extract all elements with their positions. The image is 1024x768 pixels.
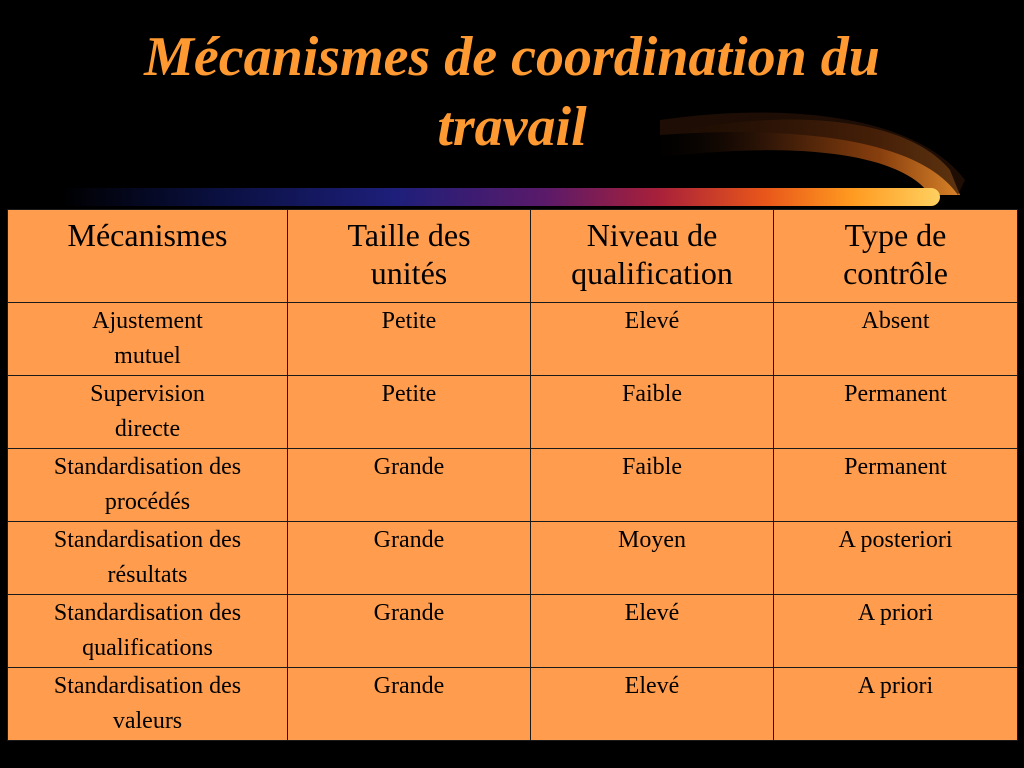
- table-row: [8, 303, 1018, 376]
- table-header-row: [8, 210, 1018, 303]
- cell-mecanisme: Supervision directe: [8, 376, 288, 449]
- cell-niveau: Faible: [531, 449, 774, 522]
- cell-niveau: Moyen: [531, 522, 774, 595]
- cell-mecanisme: Standardisation des qualifications: [8, 595, 288, 668]
- table-row: [8, 449, 1018, 522]
- cell-controle: A priori: [774, 595, 1018, 668]
- header-controle: Type de contrôle: [774, 210, 1018, 303]
- cell-mecanisme: Standardisation des procédés: [8, 449, 288, 522]
- coordination-table: [7, 209, 1018, 741]
- cell-niveau: Elevé: [531, 668, 774, 741]
- cell-controle: A posteriori: [774, 522, 1018, 595]
- header-niveau: Niveau de qualification: [531, 210, 774, 303]
- page-title: [0, 22, 1024, 162]
- table-row: [8, 595, 1018, 668]
- title-line-2: travail: [437, 96, 587, 158]
- cell-mecanisme: Ajustement mutuel: [8, 303, 288, 376]
- cell-controle: Permanent: [774, 376, 1018, 449]
- cell-mecanisme: Standardisation des résultats: [8, 522, 288, 595]
- header-mecanismes: Mécanismes: [8, 210, 288, 303]
- cell-taille: Grande: [288, 595, 531, 668]
- cell-taille: Grande: [288, 522, 531, 595]
- cell-controle: Absent: [774, 303, 1018, 376]
- cell-niveau: Elevé: [531, 595, 774, 668]
- coordination-table-wrapper: [7, 209, 1017, 741]
- table-row: [8, 522, 1018, 595]
- title-line-1: Mécanismes de coordination du: [144, 26, 880, 88]
- header-taille: Taille des unités: [288, 210, 531, 303]
- cell-taille: Petite: [288, 376, 531, 449]
- cell-controle: Permanent: [774, 449, 1018, 522]
- table-row: [8, 668, 1018, 741]
- cell-mecanisme: Standardisation des valeurs: [8, 668, 288, 741]
- cell-taille: Grande: [288, 449, 531, 522]
- cell-taille: Grande: [288, 668, 531, 741]
- cell-controle: A priori: [774, 668, 1018, 741]
- table-row: [8, 376, 1018, 449]
- cell-niveau: Elevé: [531, 303, 774, 376]
- cell-taille: Petite: [288, 303, 531, 376]
- cell-niveau: Faible: [531, 376, 774, 449]
